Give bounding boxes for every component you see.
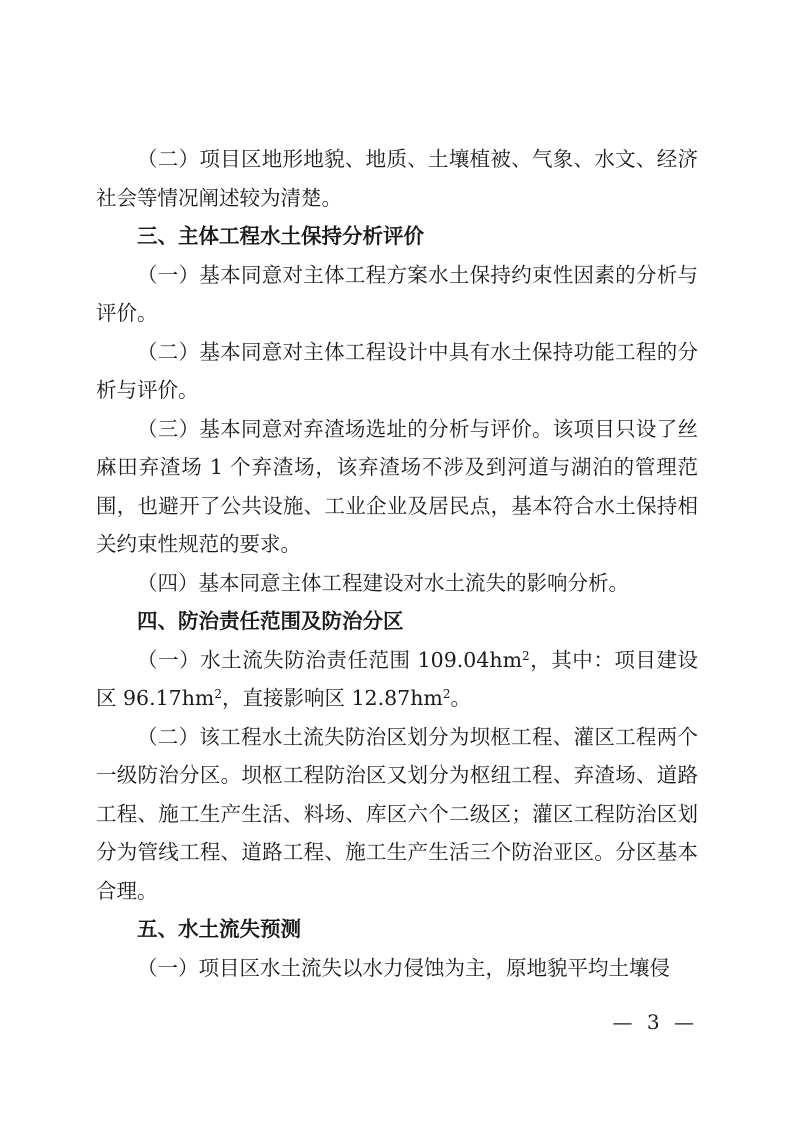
paragraph-impact-analysis: （四）基本同意主体工程建设对水土流失的影响分析。 (137, 570, 629, 595)
heading-section-4: 四、防治责任范围及防治分区 (137, 609, 404, 633)
superscript-2: 2 (214, 687, 222, 701)
paragraph-function-analysis: （二）基本同意对主体工程设计中具有水土保持功能工程的分析与评价。 (96, 339, 698, 402)
heading-section-5: 五、水土流失预测 (137, 917, 301, 941)
paragraph-zoning: （二）该工程水土流失防治区划分为坝枢工程、灌区工程两个一级防治分区。坝枢工程防治区又划分为枢纽工程、弃渣场、道路工程、施工生产生活、料场、库区六个二级区；灌区工程防治区划分为管线工程、道路工程、施工生产生活三个防治亚区。分区基本合理。 (96, 724, 698, 903)
document-body (96, 140, 698, 987)
paragraph-erosion-prediction: （一）项目区水土流失以水力侵蚀为主，原地貌平均土壤侵 (137, 955, 670, 980)
heading-section-3: 三、主体工程水土保持分析评价 (137, 224, 424, 248)
scope-text-d: 。 (450, 686, 471, 710)
paragraph-spoil-site: （三）基本同意对弃渣场选址的分析与评价。该项目只设了丝麻田弃渣场 1 个弃渣场，该弃渣场不涉及到河道与湖泊的管理范围，也避开了公共设施、工业企业及居民点，基本符合水土保持相关约束性规范的要求。 (96, 416, 698, 556)
paragraph-overview: （二）项目区地形地貌、地质、土壤植被、气象、水文、经济社会等情况阐述较为清楚。 (96, 147, 698, 210)
superscript-1: 2 (522, 648, 530, 663)
paragraph-constraint-analysis: （一）基本同意对主体工程方案水土保持约束性因素的分析与评价。 (96, 262, 698, 325)
scope-text-c: ，直接影响区 12.87hm (222, 686, 443, 710)
scope-text-b: ，其中：项目建设区 96.17hm (96, 647, 699, 710)
superscript-3: 2 (442, 687, 451, 701)
paragraph-responsibility-scope (96, 641, 698, 718)
scope-text-a: （一）水土流失防治责任范围 109.04hm (137, 647, 523, 672)
page-number: — 3 — (612, 1010, 698, 1034)
